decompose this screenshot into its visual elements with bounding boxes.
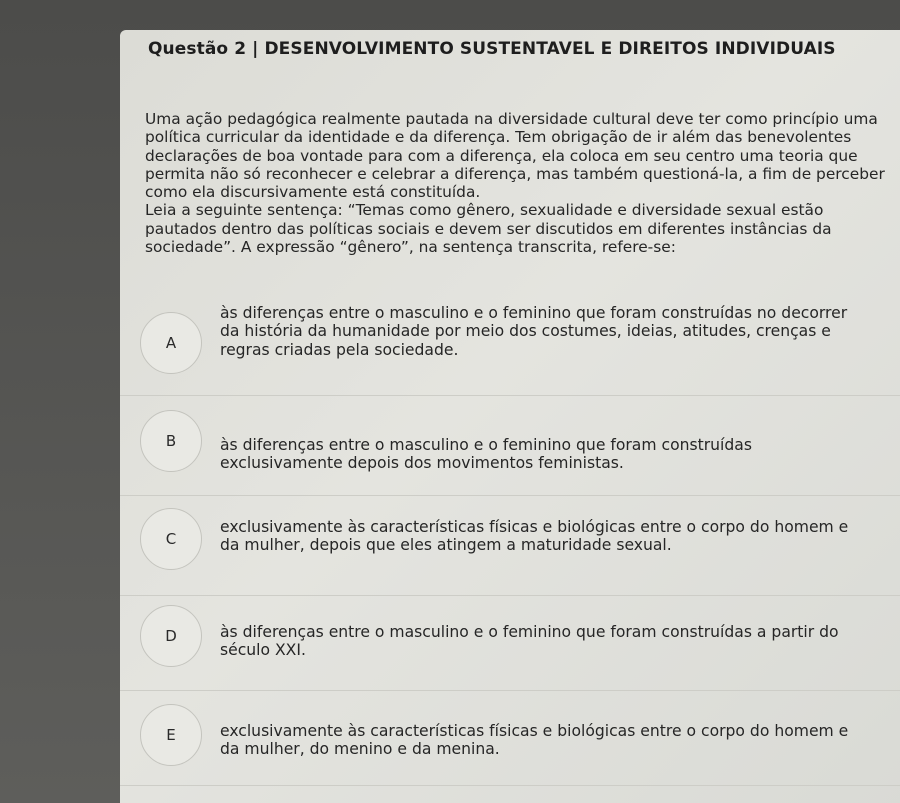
question-card	[120, 30, 900, 803]
option-b-letter-bubble[interactable]: B	[140, 410, 202, 472]
statement-paragraph-1: Uma ação pedagógica realmente pautada na diversidade cultural deve ter como princípio uma política curricular da identidade e da diferença. Tem obrigação de ir além das benevolentes declarações de boa vontade para com a diferença, ela coloca em seu centro uma teoria que permita não só reconhecer e celebrar a diferença, mas também questioná-la, a fim de perceber como ela discursivamente está constituída.	[145, 110, 885, 202]
option-divider	[120, 690, 900, 691]
option-divider	[120, 595, 900, 596]
option-c-letter-bubble[interactable]: C	[140, 508, 202, 570]
option-divider	[120, 395, 900, 396]
option-e-letter-bubble[interactable]: E	[140, 704, 202, 766]
option-d-letter-bubble[interactable]: D	[140, 605, 202, 667]
option-e-text: exclusivamente às características físicas e biológicas entre o corpo do homem e da mulher, do menino e da menina.	[220, 722, 849, 759]
option-d-text: às diferenças entre o masculino e o feminino que foram construídas a partir do século XXI.	[220, 623, 839, 660]
option-a-letter-bubble[interactable]: A	[140, 312, 202, 374]
question-title: Questão 2 | DESENVOLVIMENTO SUSTENTAVEL E DIREITOS INDIVIDUAIS	[148, 39, 836, 59]
option-divider	[120, 495, 900, 496]
option-a-text: às diferenças entre o masculino e o feminino que foram construídas no decorrer da história da humanidade por meio dos costumes, ideias, atitudes, crenças e regras criadas pela sociedade.	[220, 304, 848, 359]
statement-paragraph-2: Leia a seguinte sentença: “Temas como gênero, sexualidade e diversidade sexual estão pautados dentro das políticas sociais e devem ser discutidos em diferentes instâncias da sociedade”. A expressão “gênero”, na sentença transcrita, refere-se:	[145, 201, 832, 257]
question-statement	[145, 110, 890, 256]
option-c-text: exclusivamente às características físicas e biológicas entre o corpo do homem e da mulher, depois que eles atingem a maturidade sexual.	[220, 518, 849, 555]
option-divider	[120, 785, 900, 786]
option-b-text: às diferenças entre o masculino e o feminino que foram construídas exclusivamente depois dos movimentos feministas.	[220, 436, 752, 473]
